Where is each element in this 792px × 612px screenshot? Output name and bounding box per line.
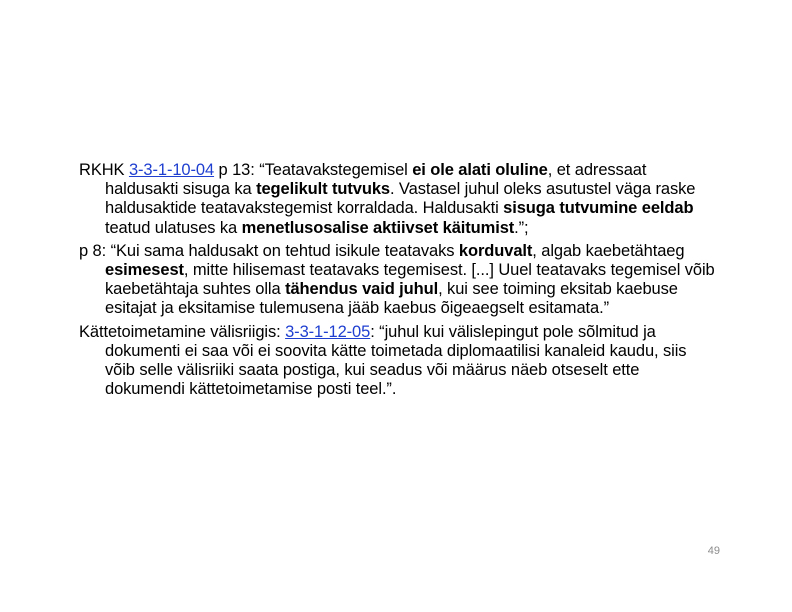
paragraph-rkhk-3-3-1-10-04	[79, 161, 719, 238]
page-number: 49	[707, 545, 720, 557]
paragraph-1-text: .”;	[514, 218, 529, 237]
emphasis-text: esimesest	[105, 261, 184, 280]
case-link-3-3-1-10-04[interactable]: 3-3-1-10-04	[128, 161, 215, 179]
paragraph-kattetoimetamine	[79, 323, 719, 400]
paragraph-2-text: , mitte hilisemast teatavaks tegemisest. [...] Uuel teatavaks tegemisel võib kaebetähtaja suhtes olla	[105, 261, 715, 299]
paragraph-1-text: RKHK	[79, 161, 129, 179]
paragraph-2-text: , kui see toiming eksitab kaebuse esitajat ja eksitamise tulemusena jääb kaebus õigeaegselt esitamata.”	[105, 280, 678, 318]
emphasis-text: korduvalt	[458, 241, 533, 260]
paragraph-2-text: , algab kaebetähtaeg	[532, 241, 685, 260]
paragraph-p8	[79, 242, 719, 319]
emphasis-text: tähendus vaid juhul	[285, 280, 439, 299]
paragraph-1-text: p 13: “Teatavakstegemisel	[214, 161, 413, 179]
emphasis-text: sisuga tutvumine eeldab	[503, 199, 694, 218]
slide-body	[79, 161, 719, 403]
paragraph-1-text: . Vastasel juhul oleks asutustel väga raske haldusaktide teatavakstegemist korraldada. Haldusakti	[105, 180, 696, 218]
paragraph-1-text: teatud ulatuses ka	[105, 218, 242, 237]
paragraph-2-text: p 8: “Kui sama haldusakt on tehtud isikule teatavaks	[79, 241, 459, 260]
paragraph-1-text: , et adressaat haldusakti sisuga ka	[105, 161, 647, 199]
paragraph-3-text: Kättetoimetamine välisriigis:	[79, 322, 286, 341]
emphasis-text: menetlusosalise aktiivset käitumist	[241, 218, 515, 237]
emphasis-text: ei ole alati oluline	[412, 161, 548, 179]
case-link-3-3-1-12-05[interactable]: 3-3-1-12-05	[285, 322, 371, 341]
paragraph-3-text: : “juhul kui välislepingut pole sõlmitud ja dokumenti ei saa või ei soovita kätte toimetada diplomaatilisi kanaleid kaudu, siis võib selle välisriiki saata postiga, kui seadus või määrus näeb otseselt ette dokumendi kättetoimetamise posti teel.”.	[105, 322, 687, 399]
emphasis-text: tegelikult tutvuks	[256, 180, 390, 199]
